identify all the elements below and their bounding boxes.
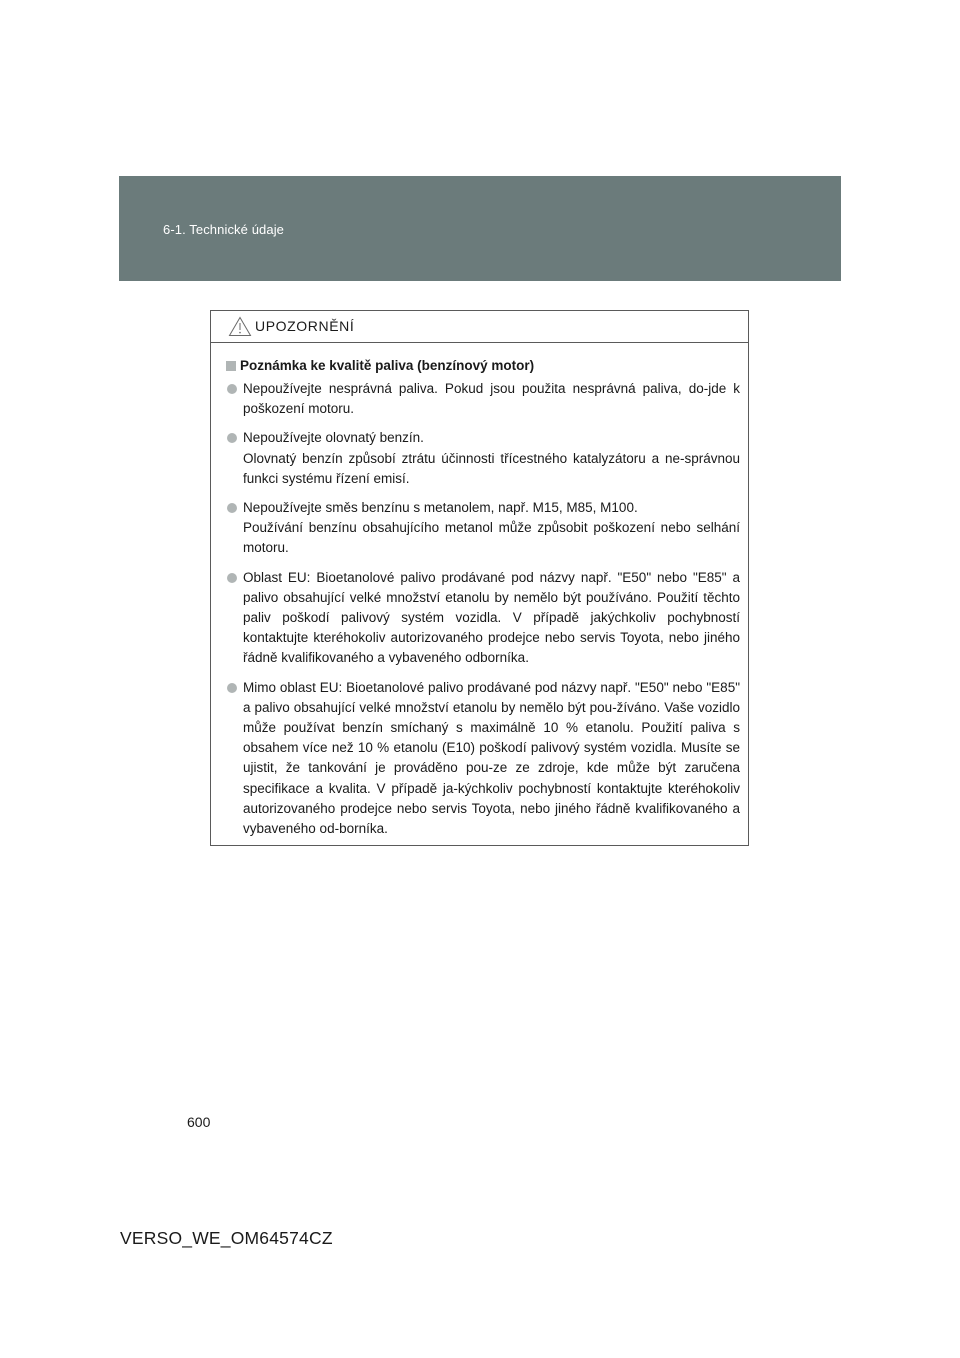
subheading-text: Poznámka ke kvalitě paliva (benzínový motor) xyxy=(240,358,535,373)
bullet-line: Nepoužívejte nesprávná paliva. Pokud jsou použita nesprávná paliva, do-jde k poškození motoru. xyxy=(243,381,740,417)
round-bullet-icon xyxy=(227,384,237,394)
bullet-text xyxy=(243,568,740,669)
round-bullet-icon xyxy=(227,573,237,583)
bullet-item xyxy=(226,379,740,419)
caution-box xyxy=(210,310,749,846)
fuel-quality-subheading xyxy=(226,356,740,375)
round-bullet-icon xyxy=(227,503,237,513)
warning-triangle-icon xyxy=(228,316,252,337)
caution-bullet-list xyxy=(226,379,740,839)
caution-title: UPOZORNĚNÍ xyxy=(255,318,355,334)
bullet-item xyxy=(226,498,740,559)
bullet-item xyxy=(226,428,740,489)
square-bullet-icon xyxy=(226,361,236,371)
bullet-text xyxy=(243,678,740,840)
bullet-item xyxy=(226,568,740,669)
round-bullet-icon xyxy=(227,433,237,443)
caution-body xyxy=(211,343,748,839)
bullet-text xyxy=(243,498,740,559)
bullet-text xyxy=(243,379,740,419)
round-bullet-icon xyxy=(227,683,237,693)
bullet-line: Nepoužívejte směs benzínu s metanolem, např. M15, M85, M100. xyxy=(243,500,638,516)
bullet-line: Mimo oblast EU: Bioetanolové palivo prodávané pod názvy např. "E50" nebo "E85" a palivo obsahující velké množství etanolu by nemělo být pou-žíváno. Vaše vozidlo může používat benzín smíchaný s maximálně 10 % etanolu. Použití paliva s obsahem více než 10 % etanolu (E10) poškodí palivový systém vozidla. Musíte se ujistit, že tankování je prováděno pou-ze ze zdroje, kde může být zaručena specifikace a kvalita. V případě ja-kýchkoliv pochybností kontaktujte kteréhokoliv autorizovaného prodejce nebo servis Toyota, nebo jiného řádně kvalifikovaného a vybaveného od-borníka. xyxy=(243,679,740,837)
bullet-line: Nepoužívejte olovnatý benzín. xyxy=(243,430,424,446)
section-label: 6-1. Technické údaje xyxy=(163,222,285,237)
bullet-line: Oblast EU: Bioetanolové palivo prodávané pod názvy např. "E50" nebo "E85" a palivo obsahující velké množství etanolu by nemělo být používáno. Použití těchto paliv poškodí palivový systém vozidla. V případě jakýchkoliv pochybností kontaktujte kteréhokoliv autorizovaného prodejce nebo servis Toyota, nebo jiného řádně kvalifikovaného a vybaveného odborníka. xyxy=(243,569,740,666)
bullet-line: Používání benzínu obsahujícího metanol může způsobit poškození nebo selhání motoru. xyxy=(243,520,740,556)
bullet-text xyxy=(243,428,740,489)
bullet-item xyxy=(226,678,740,840)
document-code: VERSO_WE_OM64574CZ xyxy=(120,1228,333,1248)
page-number: 600 xyxy=(187,1114,211,1130)
chapter-header-band xyxy=(119,176,841,281)
bullet-line: Olovnatý benzín způsobí ztrátu účinnosti třícestného katalyzátoru a ne-správnou funkci systému řízení emisí. xyxy=(243,450,740,486)
caution-header xyxy=(211,311,748,343)
